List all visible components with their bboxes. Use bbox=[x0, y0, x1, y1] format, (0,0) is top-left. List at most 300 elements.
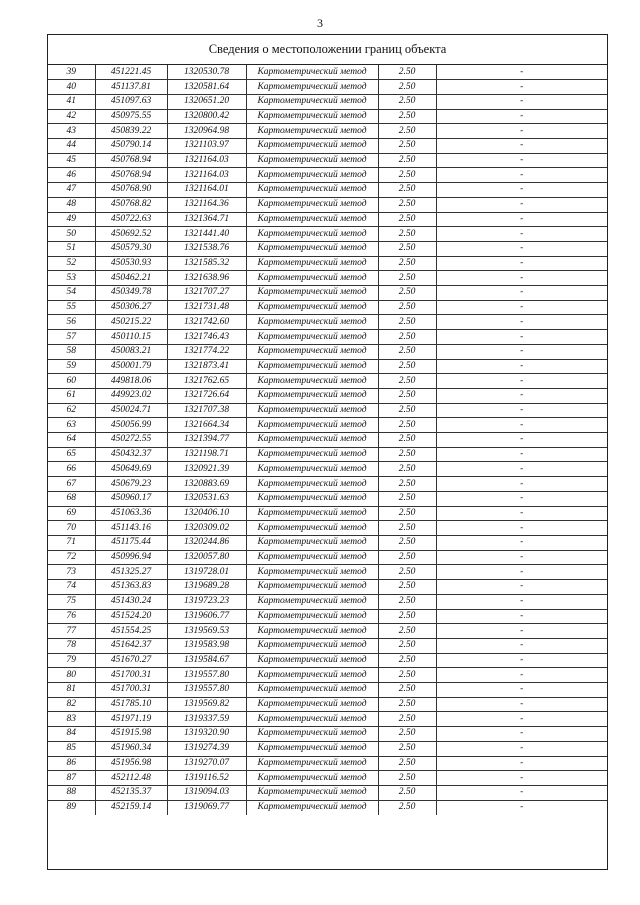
y-coordinate-cell: 1321638.96 bbox=[167, 271, 246, 286]
method-cell: Картометрический метод bbox=[246, 491, 378, 506]
accuracy-cell: 2.50 bbox=[378, 139, 436, 154]
method-cell: Картометрический метод bbox=[246, 800, 378, 815]
x-coordinate-cell: 450001.79 bbox=[95, 359, 167, 374]
y-coordinate-cell: 1319274.39 bbox=[167, 741, 246, 756]
note-cell: - bbox=[436, 594, 607, 609]
method-cell: Картометрический метод bbox=[246, 594, 378, 609]
x-coordinate-cell: 450056.99 bbox=[95, 418, 167, 433]
table-row bbox=[48, 727, 607, 742]
note-cell: - bbox=[436, 94, 607, 109]
point-number-cell: 54 bbox=[48, 286, 95, 301]
table-row bbox=[48, 241, 607, 256]
table-row bbox=[48, 65, 607, 80]
accuracy-cell: 2.50 bbox=[378, 300, 436, 315]
note-cell: - bbox=[436, 418, 607, 433]
note-cell: - bbox=[436, 580, 607, 595]
table-row bbox=[48, 374, 607, 389]
table-row bbox=[48, 712, 607, 727]
x-coordinate-cell: 451670.27 bbox=[95, 653, 167, 668]
y-coordinate-cell: 1321164.36 bbox=[167, 197, 246, 212]
table-row bbox=[48, 536, 607, 551]
method-cell: Картометрический метод bbox=[246, 565, 378, 580]
point-number-cell: 56 bbox=[48, 315, 95, 330]
accuracy-cell: 2.50 bbox=[378, 65, 436, 80]
note-cell: - bbox=[436, 227, 607, 242]
page-number: 3 bbox=[317, 16, 323, 30]
accuracy-cell: 2.50 bbox=[378, 683, 436, 698]
table-title: Сведения о местоположении границ объекта bbox=[48, 35, 607, 65]
table-row bbox=[48, 418, 607, 433]
y-coordinate-cell: 1319270.07 bbox=[167, 756, 246, 771]
method-cell: Картометрический метод bbox=[246, 712, 378, 727]
x-coordinate-cell: 450679.23 bbox=[95, 477, 167, 492]
table-row bbox=[48, 462, 607, 477]
method-cell: Картометрический метод bbox=[246, 741, 378, 756]
point-number-cell: 59 bbox=[48, 359, 95, 374]
table-row bbox=[48, 256, 607, 271]
table-row bbox=[48, 403, 607, 418]
point-number-cell: 66 bbox=[48, 462, 95, 477]
x-coordinate-cell: 452159.14 bbox=[95, 800, 167, 815]
note-cell: - bbox=[436, 653, 607, 668]
point-number-cell: 64 bbox=[48, 433, 95, 448]
x-coordinate-cell: 451175.44 bbox=[95, 536, 167, 551]
y-coordinate-cell: 1321873.41 bbox=[167, 359, 246, 374]
method-cell: Картометрический метод bbox=[246, 139, 378, 154]
x-coordinate-cell: 450839.22 bbox=[95, 124, 167, 139]
y-coordinate-cell: 1319557.80 bbox=[167, 683, 246, 698]
table-row bbox=[48, 771, 607, 786]
accuracy-cell: 2.50 bbox=[378, 94, 436, 109]
table-row bbox=[48, 683, 607, 698]
method-cell: Картометрический метод bbox=[246, 683, 378, 698]
x-coordinate-cell: 451700.31 bbox=[95, 683, 167, 698]
y-coordinate-cell: 1321726.64 bbox=[167, 388, 246, 403]
accuracy-cell: 2.50 bbox=[378, 800, 436, 815]
table-row bbox=[48, 168, 607, 183]
y-coordinate-cell: 1320530.78 bbox=[167, 65, 246, 80]
table-row bbox=[48, 153, 607, 168]
y-coordinate-cell: 1319569.82 bbox=[167, 697, 246, 712]
table-row bbox=[48, 286, 607, 301]
y-coordinate-cell: 1319584.67 bbox=[167, 653, 246, 668]
y-coordinate-cell: 1320651.20 bbox=[167, 94, 246, 109]
method-cell: Картометрический метод bbox=[246, 124, 378, 139]
method-cell: Картометрический метод bbox=[246, 374, 378, 389]
point-number-cell: 57 bbox=[48, 330, 95, 345]
accuracy-cell: 2.50 bbox=[378, 785, 436, 800]
table-row bbox=[48, 388, 607, 403]
note-cell: - bbox=[436, 771, 607, 786]
table-row bbox=[48, 624, 607, 639]
x-coordinate-cell: 452135.37 bbox=[95, 785, 167, 800]
accuracy-cell: 2.50 bbox=[378, 491, 436, 506]
method-cell: Картометрический метод bbox=[246, 506, 378, 521]
method-cell: Картометрический метод bbox=[246, 80, 378, 95]
table-row bbox=[48, 433, 607, 448]
method-cell: Картометрический метод bbox=[246, 197, 378, 212]
x-coordinate-cell: 450024.71 bbox=[95, 403, 167, 418]
x-coordinate-cell: 450579.30 bbox=[95, 241, 167, 256]
note-cell: - bbox=[436, 197, 607, 212]
method-cell: Картометрический метод bbox=[246, 109, 378, 124]
accuracy-cell: 2.50 bbox=[378, 256, 436, 271]
y-coordinate-cell: 1321585.32 bbox=[167, 256, 246, 271]
note-cell: - bbox=[436, 638, 607, 653]
accuracy-cell: 2.50 bbox=[378, 477, 436, 492]
point-number-cell: 55 bbox=[48, 300, 95, 315]
accuracy-cell: 2.50 bbox=[378, 344, 436, 359]
x-coordinate-cell: 450722.63 bbox=[95, 212, 167, 227]
table-row bbox=[48, 330, 607, 345]
x-coordinate-cell: 451642.37 bbox=[95, 638, 167, 653]
note-cell: - bbox=[436, 344, 607, 359]
x-coordinate-cell: 450083.21 bbox=[95, 344, 167, 359]
point-number-cell: 62 bbox=[48, 403, 95, 418]
accuracy-cell: 2.50 bbox=[378, 447, 436, 462]
y-coordinate-cell: 1321164.03 bbox=[167, 168, 246, 183]
accuracy-cell: 2.50 bbox=[378, 624, 436, 639]
accuracy-cell: 2.50 bbox=[378, 109, 436, 124]
accuracy-cell: 2.50 bbox=[378, 315, 436, 330]
y-coordinate-cell: 1319569.53 bbox=[167, 624, 246, 639]
table-row bbox=[48, 521, 607, 536]
point-number-cell: 87 bbox=[48, 771, 95, 786]
x-coordinate-cell: 452112.48 bbox=[95, 771, 167, 786]
method-cell: Картометрический метод bbox=[246, 168, 378, 183]
note-cell: - bbox=[436, 462, 607, 477]
note-cell: - bbox=[436, 330, 607, 345]
y-coordinate-cell: 1321707.38 bbox=[167, 403, 246, 418]
note-cell: - bbox=[436, 536, 607, 551]
point-number-cell: 73 bbox=[48, 565, 95, 580]
method-cell: Картометрический метод bbox=[246, 418, 378, 433]
table-row bbox=[48, 139, 607, 154]
table-row bbox=[48, 550, 607, 565]
note-cell: - bbox=[436, 565, 607, 580]
method-cell: Картометрический метод bbox=[246, 300, 378, 315]
table-row bbox=[48, 580, 607, 595]
y-coordinate-cell: 1321364.71 bbox=[167, 212, 246, 227]
point-number-cell: 42 bbox=[48, 109, 95, 124]
note-cell: - bbox=[436, 286, 607, 301]
note-cell: - bbox=[436, 491, 607, 506]
y-coordinate-cell: 1319116.52 bbox=[167, 771, 246, 786]
note-cell: - bbox=[436, 271, 607, 286]
x-coordinate-cell: 450110.15 bbox=[95, 330, 167, 345]
accuracy-cell: 2.50 bbox=[378, 741, 436, 756]
note-cell: - bbox=[436, 241, 607, 256]
method-cell: Картометрический метод bbox=[246, 344, 378, 359]
point-number-cell: 78 bbox=[48, 638, 95, 653]
point-number-cell: 82 bbox=[48, 697, 95, 712]
y-coordinate-cell: 1321664.34 bbox=[167, 418, 246, 433]
x-coordinate-cell: 450960.17 bbox=[95, 491, 167, 506]
y-coordinate-cell: 1321731.48 bbox=[167, 300, 246, 315]
table-row bbox=[48, 227, 607, 242]
x-coordinate-cell: 451137.81 bbox=[95, 80, 167, 95]
point-number-cell: 47 bbox=[48, 183, 95, 198]
method-cell: Картометрический метод bbox=[246, 403, 378, 418]
x-coordinate-cell: 451221.45 bbox=[95, 65, 167, 80]
point-number-cell: 71 bbox=[48, 536, 95, 551]
note-cell: - bbox=[436, 80, 607, 95]
point-number-cell: 86 bbox=[48, 756, 95, 771]
y-coordinate-cell: 1321742.60 bbox=[167, 315, 246, 330]
method-cell: Картометрический метод bbox=[246, 94, 378, 109]
boundary-table-frame bbox=[47, 34, 608, 870]
x-coordinate-cell: 451915.98 bbox=[95, 727, 167, 742]
y-coordinate-cell: 1321774.22 bbox=[167, 344, 246, 359]
method-cell: Картометрический метод bbox=[246, 330, 378, 345]
method-cell: Картометрический метод bbox=[246, 756, 378, 771]
point-number-cell: 84 bbox=[48, 727, 95, 742]
accuracy-cell: 2.50 bbox=[378, 609, 436, 624]
accuracy-cell: 2.50 bbox=[378, 330, 436, 345]
point-number-cell: 46 bbox=[48, 168, 95, 183]
point-number-cell: 70 bbox=[48, 521, 95, 536]
method-cell: Картометрический метод bbox=[246, 65, 378, 80]
note-cell: - bbox=[436, 683, 607, 698]
x-coordinate-cell: 450768.94 bbox=[95, 153, 167, 168]
y-coordinate-cell: 1320883.69 bbox=[167, 477, 246, 492]
y-coordinate-cell: 1320800.42 bbox=[167, 109, 246, 124]
accuracy-cell: 2.50 bbox=[378, 388, 436, 403]
point-number-cell: 61 bbox=[48, 388, 95, 403]
y-coordinate-cell: 1320964.98 bbox=[167, 124, 246, 139]
table-row bbox=[48, 565, 607, 580]
note-cell: - bbox=[436, 315, 607, 330]
y-coordinate-cell: 1321394.77 bbox=[167, 433, 246, 448]
table-row bbox=[48, 697, 607, 712]
method-cell: Картометрический метод bbox=[246, 477, 378, 492]
method-cell: Картометрический метод bbox=[246, 433, 378, 448]
method-cell: Картометрический метод bbox=[246, 241, 378, 256]
note-cell: - bbox=[436, 697, 607, 712]
x-coordinate-cell: 450768.90 bbox=[95, 183, 167, 198]
method-cell: Картометрический метод bbox=[246, 624, 378, 639]
y-coordinate-cell: 1320309.02 bbox=[167, 521, 246, 536]
x-coordinate-cell: 450996.94 bbox=[95, 550, 167, 565]
y-coordinate-cell: 1319728.01 bbox=[167, 565, 246, 580]
table-row bbox=[48, 506, 607, 521]
table-row bbox=[48, 741, 607, 756]
note-cell: - bbox=[436, 153, 607, 168]
point-number-cell: 52 bbox=[48, 256, 95, 271]
y-coordinate-cell: 1319337.59 bbox=[167, 712, 246, 727]
point-number-cell: 53 bbox=[48, 271, 95, 286]
method-cell: Картометрический метод bbox=[246, 521, 378, 536]
y-coordinate-cell: 1319723.23 bbox=[167, 594, 246, 609]
table-row bbox=[48, 594, 607, 609]
x-coordinate-cell: 449818.06 bbox=[95, 374, 167, 389]
y-coordinate-cell: 1320057.80 bbox=[167, 550, 246, 565]
boundary-points-table bbox=[48, 65, 607, 815]
method-cell: Картометрический метод bbox=[246, 388, 378, 403]
x-coordinate-cell: 450349.78 bbox=[95, 286, 167, 301]
method-cell: Картометрический метод bbox=[246, 653, 378, 668]
x-coordinate-cell: 450649.69 bbox=[95, 462, 167, 477]
table-row bbox=[48, 271, 607, 286]
y-coordinate-cell: 1321538.76 bbox=[167, 241, 246, 256]
x-coordinate-cell: 451325.27 bbox=[95, 565, 167, 580]
method-cell: Картометрический метод bbox=[246, 286, 378, 301]
method-cell: Картометрический метод bbox=[246, 727, 378, 742]
table-row bbox=[48, 800, 607, 815]
accuracy-cell: 2.50 bbox=[378, 550, 436, 565]
note-cell: - bbox=[436, 741, 607, 756]
y-coordinate-cell: 1319094.03 bbox=[167, 785, 246, 800]
x-coordinate-cell: 450432.37 bbox=[95, 447, 167, 462]
accuracy-cell: 2.50 bbox=[378, 124, 436, 139]
note-cell: - bbox=[436, 668, 607, 683]
y-coordinate-cell: 1320244.86 bbox=[167, 536, 246, 551]
x-coordinate-cell: 450215.22 bbox=[95, 315, 167, 330]
note-cell: - bbox=[436, 609, 607, 624]
accuracy-cell: 2.50 bbox=[378, 712, 436, 727]
method-cell: Картометрический метод bbox=[246, 638, 378, 653]
point-number-cell: 69 bbox=[48, 506, 95, 521]
note-cell: - bbox=[436, 359, 607, 374]
table-row bbox=[48, 183, 607, 198]
note-cell: - bbox=[436, 447, 607, 462]
y-coordinate-cell: 1320406.10 bbox=[167, 506, 246, 521]
x-coordinate-cell: 451524.20 bbox=[95, 609, 167, 624]
accuracy-cell: 2.50 bbox=[378, 462, 436, 477]
table-row bbox=[48, 447, 607, 462]
accuracy-cell: 2.50 bbox=[378, 359, 436, 374]
accuracy-cell: 2.50 bbox=[378, 756, 436, 771]
note-cell: - bbox=[436, 727, 607, 742]
accuracy-cell: 2.50 bbox=[378, 771, 436, 786]
note-cell: - bbox=[436, 506, 607, 521]
table-row bbox=[48, 197, 607, 212]
x-coordinate-cell: 451956.98 bbox=[95, 756, 167, 771]
note-cell: - bbox=[436, 756, 607, 771]
note-cell: - bbox=[436, 212, 607, 227]
y-coordinate-cell: 1319557.80 bbox=[167, 668, 246, 683]
note-cell: - bbox=[436, 109, 607, 124]
method-cell: Картометрический метод bbox=[246, 697, 378, 712]
y-coordinate-cell: 1320921.39 bbox=[167, 462, 246, 477]
y-coordinate-cell: 1321103.97 bbox=[167, 139, 246, 154]
table-row bbox=[48, 668, 607, 683]
method-cell: Картометрический метод bbox=[246, 771, 378, 786]
x-coordinate-cell: 450462.21 bbox=[95, 271, 167, 286]
point-number-cell: 43 bbox=[48, 124, 95, 139]
point-number-cell: 63 bbox=[48, 418, 95, 433]
note-cell: - bbox=[436, 403, 607, 418]
point-number-cell: 44 bbox=[48, 139, 95, 154]
point-number-cell: 75 bbox=[48, 594, 95, 609]
point-number-cell: 81 bbox=[48, 683, 95, 698]
point-number-cell: 74 bbox=[48, 580, 95, 595]
y-coordinate-cell: 1320531.63 bbox=[167, 491, 246, 506]
note-cell: - bbox=[436, 800, 607, 815]
point-number-cell: 49 bbox=[48, 212, 95, 227]
table-row bbox=[48, 94, 607, 109]
x-coordinate-cell: 449923.02 bbox=[95, 388, 167, 403]
x-coordinate-cell: 450530.93 bbox=[95, 256, 167, 271]
y-coordinate-cell: 1319069.77 bbox=[167, 800, 246, 815]
method-cell: Картометрический метод bbox=[246, 536, 378, 551]
method-cell: Картометрический метод bbox=[246, 447, 378, 462]
table-body bbox=[48, 65, 607, 815]
method-cell: Картометрический метод bbox=[246, 462, 378, 477]
accuracy-cell: 2.50 bbox=[378, 536, 436, 551]
table-row bbox=[48, 609, 607, 624]
point-number-cell: 51 bbox=[48, 241, 95, 256]
y-coordinate-cell: 1321707.27 bbox=[167, 286, 246, 301]
x-coordinate-cell: 451063.36 bbox=[95, 506, 167, 521]
y-coordinate-cell: 1319689.28 bbox=[167, 580, 246, 595]
table-row bbox=[48, 477, 607, 492]
x-coordinate-cell: 450306.27 bbox=[95, 300, 167, 315]
point-number-cell: 65 bbox=[48, 447, 95, 462]
point-number-cell: 76 bbox=[48, 609, 95, 624]
note-cell: - bbox=[436, 124, 607, 139]
y-coordinate-cell: 1319320.90 bbox=[167, 727, 246, 742]
method-cell: Картометрический метод bbox=[246, 212, 378, 227]
point-number-cell: 88 bbox=[48, 785, 95, 800]
method-cell: Картометрический метод bbox=[246, 668, 378, 683]
note-cell: - bbox=[436, 785, 607, 800]
table-row bbox=[48, 756, 607, 771]
x-coordinate-cell: 450790.14 bbox=[95, 139, 167, 154]
accuracy-cell: 2.50 bbox=[378, 418, 436, 433]
accuracy-cell: 2.50 bbox=[378, 580, 436, 595]
method-cell: Картометрический метод bbox=[246, 153, 378, 168]
table-row bbox=[48, 80, 607, 95]
point-number-cell: 60 bbox=[48, 374, 95, 389]
note-cell: - bbox=[436, 183, 607, 198]
x-coordinate-cell: 450692.52 bbox=[95, 227, 167, 242]
note-cell: - bbox=[436, 477, 607, 492]
point-number-cell: 72 bbox=[48, 550, 95, 565]
x-coordinate-cell: 450975.55 bbox=[95, 109, 167, 124]
method-cell: Картометрический метод bbox=[246, 315, 378, 330]
accuracy-cell: 2.50 bbox=[378, 638, 436, 653]
table-row bbox=[48, 109, 607, 124]
table-row bbox=[48, 300, 607, 315]
method-cell: Картометрический метод bbox=[246, 550, 378, 565]
accuracy-cell: 2.50 bbox=[378, 594, 436, 609]
accuracy-cell: 2.50 bbox=[378, 374, 436, 389]
y-coordinate-cell: 1319583.98 bbox=[167, 638, 246, 653]
accuracy-cell: 2.50 bbox=[378, 80, 436, 95]
table-row bbox=[48, 638, 607, 653]
method-cell: Картометрический метод bbox=[246, 271, 378, 286]
note-cell: - bbox=[436, 433, 607, 448]
point-number-cell: 67 bbox=[48, 477, 95, 492]
accuracy-cell: 2.50 bbox=[378, 727, 436, 742]
x-coordinate-cell: 450768.94 bbox=[95, 168, 167, 183]
x-coordinate-cell: 451143.16 bbox=[95, 521, 167, 536]
y-coordinate-cell: 1320581.64 bbox=[167, 80, 246, 95]
accuracy-cell: 2.50 bbox=[378, 697, 436, 712]
table-row bbox=[48, 315, 607, 330]
y-coordinate-cell: 1321441.40 bbox=[167, 227, 246, 242]
accuracy-cell: 2.50 bbox=[378, 241, 436, 256]
point-number-cell: 80 bbox=[48, 668, 95, 683]
accuracy-cell: 2.50 bbox=[378, 153, 436, 168]
note-cell: - bbox=[436, 65, 607, 80]
point-number-cell: 68 bbox=[48, 491, 95, 506]
y-coordinate-cell: 1321198.71 bbox=[167, 447, 246, 462]
x-coordinate-cell: 451554.25 bbox=[95, 624, 167, 639]
accuracy-cell: 2.50 bbox=[378, 168, 436, 183]
x-coordinate-cell: 451363.83 bbox=[95, 580, 167, 595]
